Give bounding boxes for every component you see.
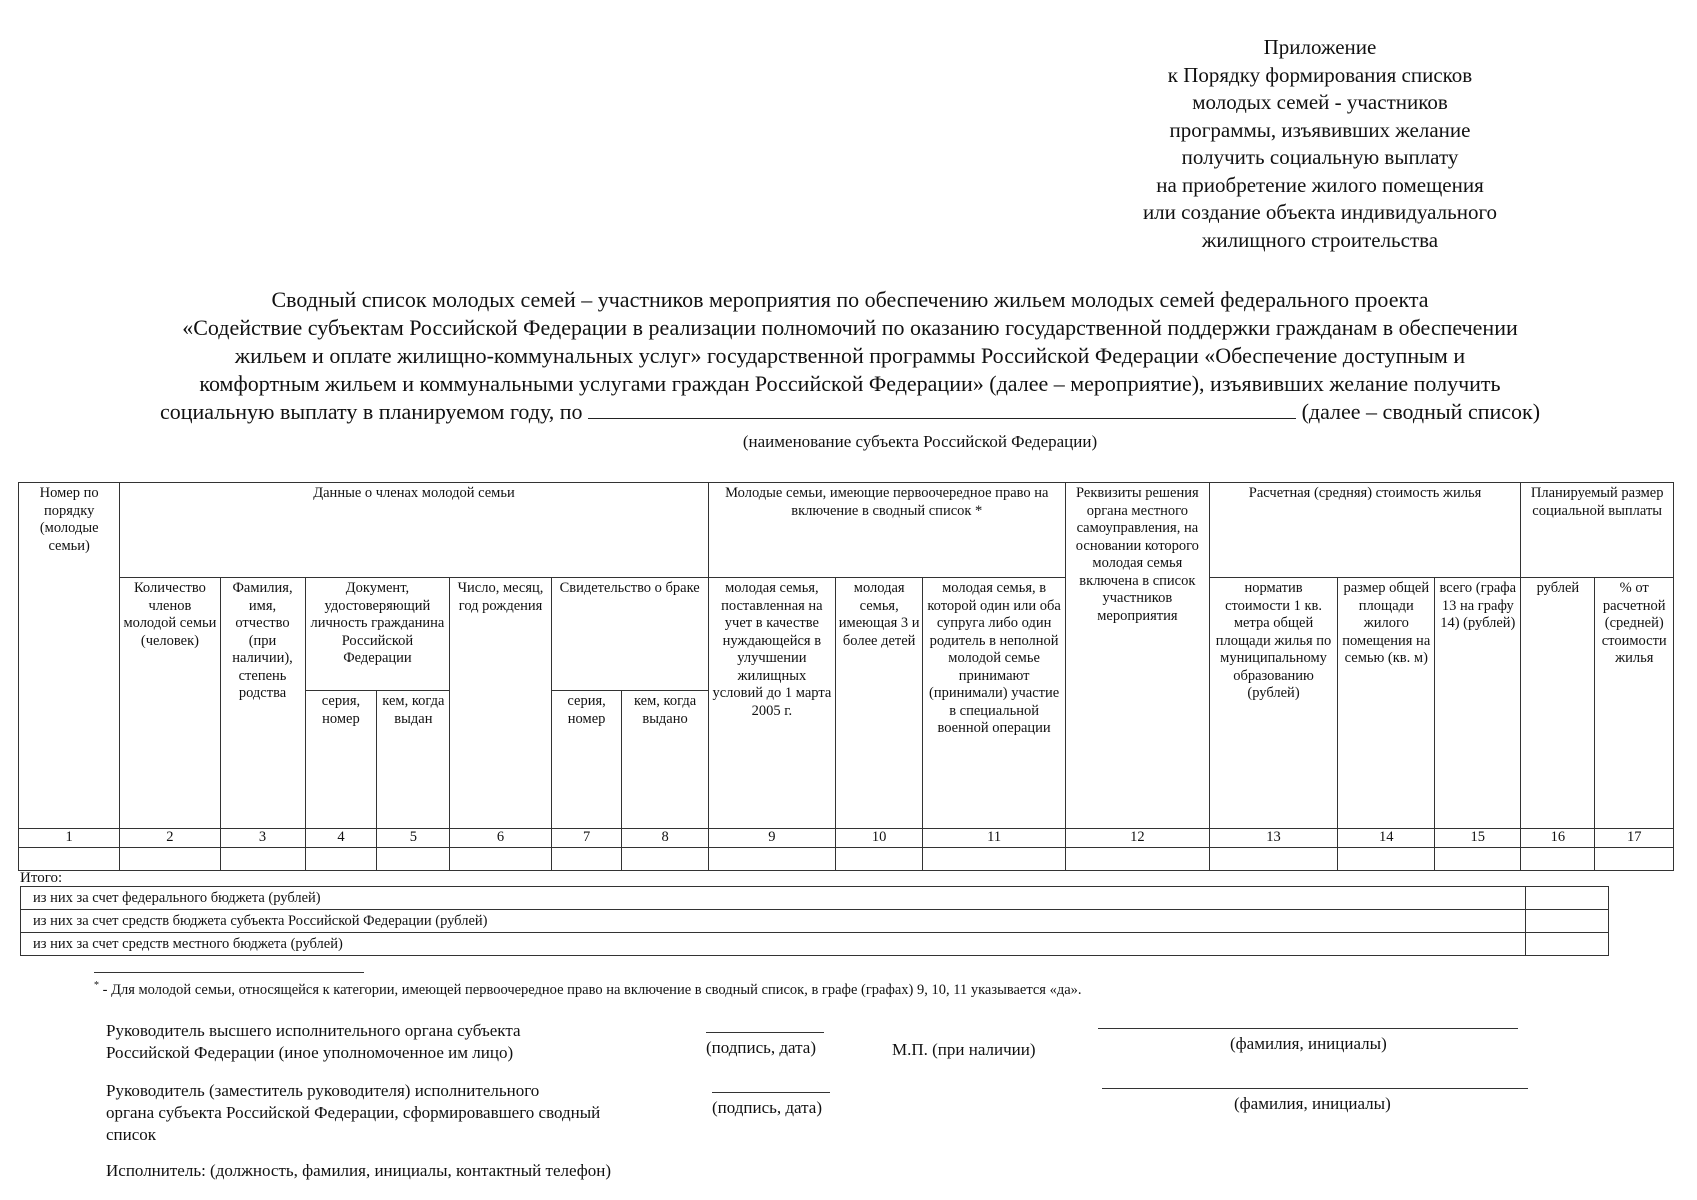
header-marriage: Свидетельство о браке xyxy=(551,578,708,691)
appendix-line: к Порядку формирования списков xyxy=(1167,62,1473,87)
column-number: 13 xyxy=(1209,829,1338,848)
column-number: 12 xyxy=(1065,829,1209,848)
header-col9: молодая семья, поставленная на учет в качестве нуждающейся в улучшении жилищных условий до 1 марта 2005 г. xyxy=(708,578,835,829)
signature-date-caption-1: (подпись, дата) xyxy=(706,1038,817,1057)
column-number: 3 xyxy=(220,829,305,848)
footnote xyxy=(94,980,1082,999)
header-doc-issued: кем, когда выдан xyxy=(377,691,450,829)
column-number: 17 xyxy=(1595,829,1674,848)
signatory-1-line: Российской Федерации (иное уполномоченное им лицо) xyxy=(106,1043,514,1062)
signature-date-caption-2: (подпись, дата) xyxy=(712,1098,823,1117)
column-number: 2 xyxy=(120,829,220,848)
footnote-text: - Для молодой семьи, относящейся к категории, имеющей первоочередное право на включение в сводный список, в графе (графах) 9, 10, 11 указывается «да». xyxy=(99,981,1082,998)
table-cell[interactable] xyxy=(120,847,220,870)
name-caption-2: (фамилия, инициалы) xyxy=(1234,1094,1391,1113)
totals-row-label: из них за счет средств бюджета субъекта Российской Федерации (рублей) xyxy=(21,910,1526,933)
appendix-header xyxy=(1060,34,1580,254)
table-cell[interactable] xyxy=(551,847,622,870)
appendix-line: на приобретение жилого помещения xyxy=(1156,172,1484,197)
column-number: 8 xyxy=(622,829,708,848)
name-caption-1: (фамилия, инициалы) xyxy=(1230,1034,1387,1053)
table-cell[interactable] xyxy=(1209,847,1338,870)
table-cell[interactable] xyxy=(450,847,551,870)
table-cell[interactable] xyxy=(923,847,1066,870)
executor-line: Исполнитель: (должность, фамилия, инициалы, контактный телефон) xyxy=(106,1161,612,1180)
table-cell[interactable] xyxy=(1595,847,1674,870)
signatory-2 xyxy=(106,1080,600,1146)
column-number: 16 xyxy=(1521,829,1595,848)
appendix-line: Приложение xyxy=(1263,35,1377,59)
signatory-1-line: Руководитель высшего исполнительного органа субъекта xyxy=(106,1021,521,1040)
table-cell[interactable] xyxy=(1435,847,1521,870)
signatory-1 xyxy=(106,1020,521,1064)
region-name-blank[interactable] xyxy=(588,398,1296,419)
totals-row xyxy=(21,910,1609,933)
table-cell[interactable] xyxy=(220,847,305,870)
table-cell[interactable] xyxy=(1065,847,1209,870)
totals-row-value[interactable] xyxy=(1526,887,1609,910)
table-cell[interactable] xyxy=(622,847,708,870)
signatory-2-line: список xyxy=(106,1125,157,1144)
title-line: комфортным жильем и коммунальными услугами граждан Российской Федерации» (далее – мероприятие), изъявивших желание получить xyxy=(199,371,1501,396)
table-cell[interactable] xyxy=(708,847,835,870)
header-fio: Фамилия, имя, отчество (при наличии), степень родства xyxy=(220,578,305,829)
header-birth: Число, месяц, год рождения xyxy=(450,578,551,829)
header-marriage-issued: кем, когда выдано xyxy=(622,691,708,829)
appendix-line: получить социальную выплату xyxy=(1181,145,1459,169)
header-col11: молодая семья, в которой один или оба супруга либо один родитель в неполной молодой семье принимают (принимали) участие в специальной военной операции xyxy=(923,578,1066,829)
signature-line-1[interactable] xyxy=(706,1032,824,1033)
header-cost: Расчетная (средняя) стоимость жилья xyxy=(1209,483,1521,578)
header-requisites: Реквизиты решения органа местного самоуправления, на основании которого молодая семья включена в список участников мероприятия xyxy=(1065,483,1209,829)
title-line5-start: социальную выплату в планируемом году, по xyxy=(159,399,583,424)
column-number: 5 xyxy=(377,829,450,848)
column-number: 14 xyxy=(1338,829,1435,848)
header-number: Номер по порядку (молодые семьи) xyxy=(19,483,120,829)
signature-line-2[interactable] xyxy=(712,1092,830,1093)
title-line5-end: (далее – сводный список) xyxy=(1301,399,1541,424)
totals-row xyxy=(21,933,1609,956)
totals-row-label: из них за счет федерального бюджета (рублей) xyxy=(21,887,1526,910)
table-cell[interactable] xyxy=(1338,847,1435,870)
header-members: Данные о членах молодой семьи xyxy=(120,483,708,578)
column-number: 1 xyxy=(19,829,120,848)
header-col17: % от расчетной (средней) стоимости жилья xyxy=(1595,578,1674,829)
header-document: Документ, удостоверяющий личность гражданина Российской Федерации xyxy=(305,578,450,691)
region-name-caption: (наименование субъекта Российской Федерации) xyxy=(742,432,1098,451)
column-number: 4 xyxy=(305,829,377,848)
name-line-2[interactable] xyxy=(1102,1088,1528,1089)
totals-label: Итого: xyxy=(20,870,63,886)
title-line: Сводный список молодых семей – участников мероприятия по обеспечению жильем молодых семей федерального проекта xyxy=(271,287,1429,312)
table-cell[interactable] xyxy=(19,847,120,870)
appendix-line: или создание объекта индивидуального xyxy=(1142,200,1498,224)
signatory-2-line: Руководитель (заместитель руководителя) исполнительного xyxy=(106,1081,540,1100)
title-line: «Содействие субъектам Российской Федерации в реализации полномочий по оказанию государственной поддержки гражданам в обеспечении xyxy=(182,315,1518,340)
header-count: Количество членов молодой семьи (человек) xyxy=(120,578,220,829)
appendix-line: жилищного строительства xyxy=(1201,227,1439,252)
totals-table xyxy=(20,886,1609,956)
column-number: 11 xyxy=(923,829,1066,848)
families-table xyxy=(18,482,1674,871)
table-cell[interactable] xyxy=(1521,847,1595,870)
header-doc-series: серия, номер xyxy=(305,691,377,829)
column-number: 9 xyxy=(708,829,835,848)
table-cell[interactable] xyxy=(377,847,450,870)
totals-row-value[interactable] xyxy=(1526,933,1609,956)
stamp-caption: М.П. (при наличии) xyxy=(892,1040,1036,1059)
signatory-2-line: органа субъекта Российской Федерации, сформировавшего сводный xyxy=(106,1103,601,1122)
header-marriage-series: серия, номер xyxy=(551,691,622,829)
table-cell[interactable] xyxy=(836,847,923,870)
document-title xyxy=(60,286,1640,426)
column-number: 10 xyxy=(836,829,923,848)
footnote-rule xyxy=(94,972,364,973)
column-numbers-row xyxy=(19,829,1674,848)
header-col13: норматив стоимости 1 кв. метра общей площади жилья по муниципальному образованию (рублей) xyxy=(1209,578,1338,829)
table-row xyxy=(19,847,1674,870)
column-number: 6 xyxy=(450,829,551,848)
appendix-line: молодых семей - участников xyxy=(1192,90,1448,114)
column-number: 7 xyxy=(551,829,622,848)
totals-row-label: из них за счет средств местного бюджета (рублей) xyxy=(21,933,1526,956)
header-col16: рублей xyxy=(1521,578,1595,829)
totals-row xyxy=(21,887,1609,910)
header-payment: Планируемый размер социальной выплаты xyxy=(1521,483,1674,578)
column-number: 15 xyxy=(1435,829,1521,848)
table-cell[interactable] xyxy=(305,847,377,870)
appendix-line: программы, изъявивших желание xyxy=(1169,117,1471,142)
header-col15: всего (графа 13 на графу 14) (рублей) xyxy=(1435,578,1521,829)
header-priority: Молодые семьи, имеющие первоочередное право на включение в сводный список * xyxy=(708,483,1065,578)
name-line-1[interactable] xyxy=(1098,1028,1518,1029)
totals-row-value[interactable] xyxy=(1526,910,1609,933)
header-col10: молодая семья, имеющая 3 и более детей xyxy=(836,578,923,829)
title-line: жильем и оплате жилищно-коммунальных услуг» государственной программы Российской Федерации «Обеспечение доступным и xyxy=(234,343,1466,368)
footnote-mark: * xyxy=(94,980,99,991)
header-col14: размер общей площади жилого помещения на семью (кв. м) xyxy=(1338,578,1435,829)
title-line xyxy=(60,398,1640,426)
